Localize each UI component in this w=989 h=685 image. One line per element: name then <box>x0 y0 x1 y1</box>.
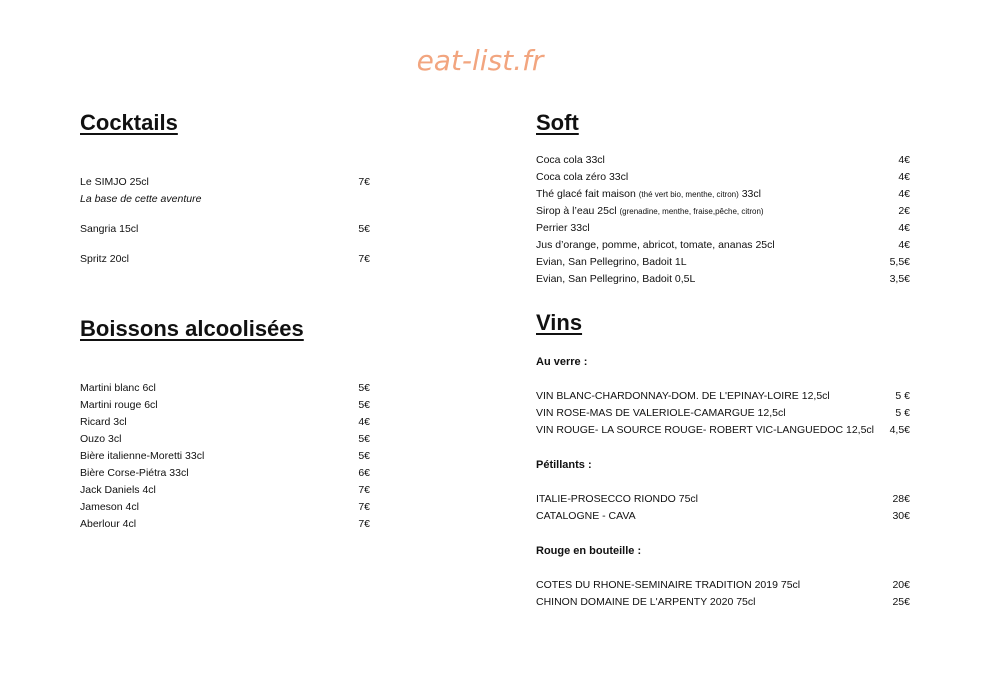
item-price: 5€ <box>358 223 370 235</box>
item-price: 4,5€ <box>889 424 910 436</box>
menu-item <box>536 203 910 220</box>
item-price: 4€ <box>358 416 370 428</box>
menu-item <box>80 482 370 499</box>
item-name: Perrier 33cl <box>536 222 590 234</box>
item-name: Evian, San Pellegrino, Badoit 0,5L <box>536 273 696 285</box>
item-price: 2€ <box>898 205 910 217</box>
menu-item <box>80 397 370 414</box>
item-name: Martini rouge 6cl <box>80 399 158 411</box>
menu-item <box>536 405 910 422</box>
item-name: COTES DU RHONE-SEMINAIRE TRADITION 2019 75cl <box>536 579 801 591</box>
alcohol-list <box>80 380 370 533</box>
alcohol-heading: Boissons alcoolisées <box>80 316 304 341</box>
item-name: Martini blanc 6cl <box>80 382 156 394</box>
item-price: 5€ <box>358 382 370 394</box>
menu-item <box>536 237 910 254</box>
item-name-text: Sirop à l’eau 25cl <box>536 205 617 217</box>
item-price: 5,5€ <box>889 256 910 268</box>
item-name: Bière Corse-Piétra 33cl <box>80 467 189 479</box>
menu-item <box>536 508 910 525</box>
item-name <box>536 203 764 220</box>
item-price: 7€ <box>358 484 370 496</box>
menu-item <box>80 448 370 465</box>
wine-groups <box>536 338 910 611</box>
soft-list <box>536 152 910 288</box>
item-name: Spritz 20cl <box>80 253 130 265</box>
menu-item <box>536 169 910 186</box>
wine-group-label: Pétillants : <box>536 459 592 471</box>
menu-item <box>536 186 910 203</box>
right-column <box>536 108 910 611</box>
item-price: 30€ <box>892 510 910 522</box>
menu-item <box>536 594 910 611</box>
wine-group-label: Rouge en bouteille : <box>536 545 642 557</box>
item-name: ITALIE-PROSECCO RIONDO 75cl <box>536 493 699 505</box>
item-price: 7€ <box>358 176 370 188</box>
item-size: 33cl <box>741 188 761 200</box>
menu-item <box>80 174 370 191</box>
item-price: 6€ <box>358 467 370 479</box>
item-price: 5€ <box>358 399 370 411</box>
menu-item <box>80 251 370 268</box>
item-name: VIN ROUGE- LA SOURCE ROUGE- ROBERT VIC-LANGUEDOC 12,5cl <box>536 424 875 436</box>
menu-item <box>80 380 370 397</box>
menu-item <box>80 221 370 238</box>
item-price: 5 € <box>895 390 910 402</box>
wine-group-label: Au verre : <box>536 356 588 368</box>
menu-item <box>536 254 910 271</box>
item-name: Bière italienne-Moretti 33cl <box>80 450 205 462</box>
item-price: 28€ <box>892 493 910 505</box>
menu-item <box>536 491 910 508</box>
item-price: 5€ <box>358 450 370 462</box>
item-name: Sangria 15cl <box>80 223 139 235</box>
item-name: CHINON DOMAINE DE L'ARPENTY 2020 75cl <box>536 596 756 608</box>
menu-item <box>80 465 370 482</box>
item-price: 4€ <box>898 239 910 251</box>
item-note: (grenadine, menthe, fraise,pêche, citron) <box>619 207 764 216</box>
item-name: Aberlour 4cl <box>80 518 137 530</box>
item-price: 3,5€ <box>889 273 910 285</box>
menu-item <box>80 414 370 431</box>
menu-item <box>536 388 910 405</box>
item-price: 4€ <box>898 188 910 200</box>
item-name: Evian, San Pellegrino, Badoit 1L <box>536 256 687 268</box>
item-name: Coca cola 33cl <box>536 154 605 166</box>
item-price: 7€ <box>358 518 370 530</box>
menu-item <box>80 499 370 516</box>
item-price: 5 € <box>895 407 910 419</box>
left-column <box>80 108 370 533</box>
soft-heading: Soft <box>536 110 579 135</box>
item-name: Jameson 4cl <box>80 501 139 513</box>
cocktails-heading: Cocktails <box>80 110 178 135</box>
menu-item <box>536 220 910 237</box>
item-name: Jus d’orange, pomme, abricot, tomate, ananas 25cl <box>536 239 775 251</box>
menu-item <box>536 422 910 439</box>
item-name: Ricard 3cl <box>80 416 127 428</box>
item-price: 7€ <box>358 501 370 513</box>
item-price: 4€ <box>898 154 910 166</box>
item-price: 4€ <box>898 171 910 183</box>
item-name <box>536 186 761 203</box>
item-name: Jack Daniels 4cl <box>80 484 156 496</box>
wine-heading: Vins <box>536 310 583 335</box>
item-price: 20€ <box>892 579 910 591</box>
item-name: VIN ROSE-MAS DE VALERIOLE-CAMARGUE 12,5cl <box>536 407 786 419</box>
item-name: Coca cola zéro 33cl <box>536 171 629 183</box>
menu-item <box>536 271 910 288</box>
item-price: 25€ <box>892 596 910 608</box>
item-name: Ouzo 3cl <box>80 433 122 445</box>
menu-item <box>80 431 370 448</box>
item-name-text: Thé glacé fait maison <box>536 188 636 200</box>
menu-item <box>536 152 910 169</box>
item-note: (thé vert bio, menthe, citron) <box>638 190 739 199</box>
item-name: CATALOGNE - CAVA <box>536 510 636 522</box>
item-name: VIN BLANC-CHARDONNAY-DOM. DE L'EPINAY-LOIRE 12,5cl <box>536 390 830 402</box>
item-price: 4€ <box>898 222 910 234</box>
menu-item <box>80 516 370 533</box>
item-price: 5€ <box>358 433 370 445</box>
watermark: eat-list.fr <box>416 44 544 77</box>
item-description: La base de cette aventure <box>80 193 202 205</box>
item-name: Le SIMJO 25cl <box>80 176 149 188</box>
menu-item <box>536 577 910 594</box>
item-price: 7€ <box>358 253 370 265</box>
